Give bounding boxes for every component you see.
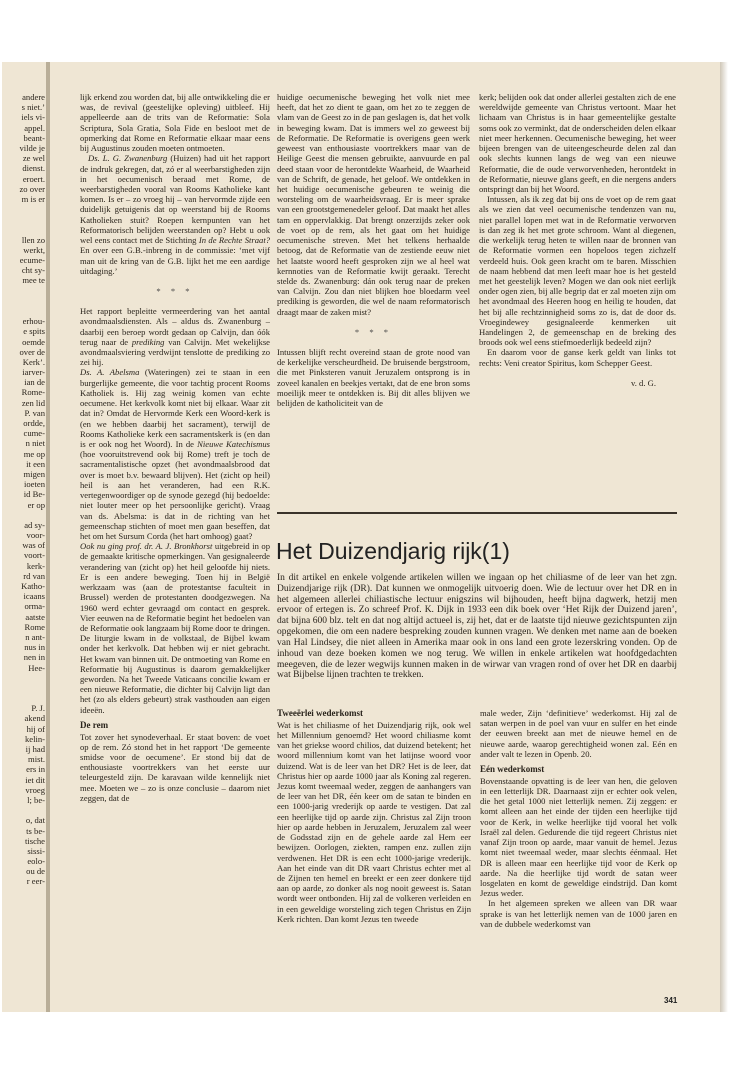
edge-line	[3, 673, 45, 683]
column-5	[480, 708, 677, 996]
subheading: Eén wederkomst	[480, 764, 545, 775]
section-divider: * * *	[354, 326, 393, 337]
edge-line: o, dat	[25, 815, 45, 826]
edge-line: l; be-	[27, 794, 45, 805]
paragraph	[80, 367, 270, 541]
paragraph	[80, 153, 270, 276]
column-2	[277, 92, 470, 507]
edge-line: iels vi-	[21, 112, 45, 123]
edge-line: e spits	[23, 326, 45, 337]
edge-line: eroert.	[22, 173, 45, 184]
edge-line: mee te	[22, 275, 45, 286]
title-reference: In de Rechte Straat?	[198, 235, 270, 246]
edge-line: ze wel	[22, 153, 45, 164]
edge-line: rd van	[23, 570, 45, 581]
edge-line: kelin-	[24, 733, 45, 744]
author-signature: v. d. G.	[631, 377, 656, 388]
edge-line: oemde	[22, 336, 45, 347]
edge-line	[3, 306, 45, 316]
edge-line: iarver-	[22, 367, 45, 378]
edge-line: icaans	[23, 591, 45, 602]
paragraph: Intussen blijft recht overeind staan de grote nood van de kerkelijke verscheurdheid. De bruisende bergstroom, die met Pinksteren vanuit Jeruzalem ontsprong is in zoveel kanalen en beekjes vertakt, dat de ene bron soms moeilijk meer te ontdekken is. Bij dit alles blijven we belijden de katholiciteit van de	[277, 347, 470, 409]
edge-line	[3, 286, 45, 296]
edge-line	[3, 296, 45, 306]
edge-line: ioeten	[24, 479, 45, 490]
edge-line: eolo-	[27, 856, 45, 867]
paragraph-text: (hoe vooruitstrevend ook bij Rome) treft je toch de sacramentalistische opzet (het avondmaalsbrood dat over is moet b.v. bewaard blijven). Het (zicht op heil) heil is aan het veranderen, had een R.K. vertegenwoordiger op de synode gezegd (hij bedoelde: niet louter meer op het persoonlijke gericht). Vraag van ds. Abelsma: is dat in de richting van het gemeenschap stichten of moet men gaan beseffen, dat het om het Sursum Corda (het hart omhoog) gaat?	[80, 449, 270, 541]
edge-line: m is er	[21, 193, 45, 204]
edge-line: hij of	[26, 723, 45, 734]
edge-line: iet dit	[25, 774, 45, 785]
paragraph: En daarom voor de ganse kerk geldt van links tot rechts: Veni creator Spiritus, kom Schepper Geest.	[479, 347, 676, 368]
paragraph: lijk erkend zou worden dat, bij alle ontwikkeling die er was, de revival (geestelijke opleving) uitbleef. Hij appelleerde aan de trits van de Reformatie: Sola Scriptura, Sola Gratia, Sola Fide en besloot met de opmerking dat Rome en Reformatie elkaar maar eens bij Augustinus zouden moeten ontmoeten.	[80, 92, 270, 154]
edge-line: kerk-	[26, 560, 45, 571]
paragraph: In het algemeen spreken we alleen van DR waar sprake is van het letterlijk nemen van de 1000 jaren en van de dubbele wederkomst van	[480, 898, 677, 929]
edge-line: id Be-	[23, 489, 45, 500]
edge-line: tische	[24, 835, 45, 846]
column-1	[80, 92, 270, 992]
edge-line: ordde,	[23, 418, 45, 428]
edge-line: over de	[19, 346, 45, 357]
edge-line: zen lid	[21, 397, 45, 408]
paragraph: Wat is het chiliasme of het Duizendjarig rijk, ook wel het Millennium genoemd? Het woord chiliasme komt van het griekse woord chilios, dat duizend betekent; het woord millennium komt van het latijnse woord voor duizend. Wat is de leer van het DR? Het is de leer, dat Christus hier op aarde 1000 jaar als Koning zal regeren. Jezus komt tweemaal weder, zeggen de aanhangers van de leer van het DR, één keer om de satan te binden en een 1000-jarig vrederijk op aarde te vestigen. Dat zal een heerlijke tijd op aarde zijn. Christus zal Zijn troon hier op aarde hebben in Jeruzalem, Jeruzalem zal weer de Godsstad zijn en de gehele aarde zal Hem eer bewijzen. Oorlogen, ziekten, rampen enz. zullen zijn verdwenen. Het DR is een echt 1000-jarige vrederijk. Aan het einde van dit DR vaart Christus echter met al de Zijnen ten hemel en breekt er een zeer donkere tijd aan op aarde, zo donker als nog nooit geweest is. Satan wordt weer ontbonden. Hij zal de volkeren verleiden en in een geweldige worsteling zich tegen Christus en Zijn Kerk richten. Dan komt Jezus ten tweede	[277, 719, 471, 924]
paragraph: male weder, Zijn ‘definitieve’ wederkomst. Hij zal de satan werpen in de poel van vuur en sulfer en het einde der eeuwen breekt aan met de nieuwe hemel en de nieuwe aarde, waarop gerechtigheid wonen zal. Eén en ander valt te lezen in Openb. 20.	[480, 708, 677, 759]
column-3	[479, 92, 676, 487]
edge-line: Rome	[24, 621, 45, 632]
edge-line: nus in	[24, 642, 45, 653]
edge-line: was of	[22, 540, 45, 551]
edge-line: cume-	[23, 428, 45, 439]
edge-line: P. J.	[31, 703, 45, 714]
edge-line: dienst.	[22, 163, 45, 174]
page-gutter	[46, 62, 50, 1012]
paragraph-text: En over een G.B.-inbreng in de commissie: ‘met vijf man uit de kring van de G.B. lijkt het me een aardige uitdaging.’	[80, 245, 270, 276]
edge-line	[3, 214, 45, 224]
speaker-name: Ds. L. G. Zwanenburg	[88, 153, 168, 164]
edge-line: ian de	[24, 377, 45, 388]
speaker-name: Ds. A. Abelsma	[80, 367, 140, 378]
edge-line: zo over	[19, 183, 45, 194]
paragraph-text: (Wateringen) zei te staan in een burgerlijke gemeente, die voor tachtig procent Rooms Katholiek is. Hij zag weinig komen van echte oecumene. Het kerkvolk komt niet bij elkaar. Waar zit dat in? Omdat de Hervormde Kerk een Woord-kerk is (en we hebben daarbij het sacrament), terwijl de Rooms Katholieke kerk een sacramentskerk is (en dan is er ook nog het Woord). In de	[80, 367, 270, 449]
edge-line: akend	[24, 713, 45, 724]
section-divider: * * *	[156, 285, 194, 296]
paragraph-text: uitgebreid in op de gemaakte kritische opmerkingen. Van gesignaleerde verandering van (zicht op) het heil geloofde hij niets. Er is een andere beweging. Toen hij in België werkzaam was (aan de protestantse faculteit in Brussel) werden de protestanten doodgezwegen. Na 1960 werd echter gevraagd om contact en gesprek. Vier eeuwen na de Reformatie begint het bedoelen van de Reformatie ook langzaam bij Rome door te dringen. De liturgie kwam in de volkstaal, de Bijbel kwam onder het kerkvolk. Dat hebben wij er niet gebracht. Het kwam van binnen uit. De ontmoeting van Rome en Reformatie bij Augustinus is daarom gemakkelijker geworden. Na het Tweede Vaticaans concilie kwam er een nieuwe Reformatie, die dichter bij Calvijn ligt dan het (zo als elders gebeurt) strak vasthouden aan eigen ideeën.	[80, 541, 270, 715]
edge-line	[3, 683, 45, 693]
paragraph: In dit artikel en enkele volgende artikelen willen we ingaan op het chiliasme of de leer van het zgn. Duizendjarige rijk (DR). Dat kunnen we onmogelijk uitvoerig doen. Wie de lectuur over het DR en in het algemeen allerlei chiliastische lectuur enigszins wil bijhouden, heeft bijna dagwerk, hetzij men ervoor of ertegen is. Zo schreef Prof. K. Dijk in 1933 een dik boek over ‘Het Rijk der Duizend jaren’, dat bijna 600 blz. telt en dat nog altijd actueel is, zij het, dat er de laatste tijd nieuwe gezichtspunten zijn opgekomen, die om een nadere bespreking zouden kunnen vragen. We denken met name aan de boeken van Hal Lindsey, die niet alleen in Amerika maar ook in ons land een grote lezerskring vonden. Op de inhoud van deze boeken komen we nog terug. We willen in enkele artikelen wat hoofdgedachten meegeven, die de lezer wegwijs kunnen maken in de wirwar van vragen rond of over het DR en daarbij wat Bijbelse lijnen trachten te trekken.	[277, 573, 677, 681]
edge-line: me op	[23, 448, 45, 459]
edge-line: sissi-	[27, 845, 45, 856]
edge-line: ad sy-	[24, 519, 45, 530]
edge-line: er op	[27, 499, 45, 510]
paragraph: Tot zover het synodeverhaal. Er staat boven: de voet op de rem. Zó stond het in het rapport ‘De gemeente smidse voor de oecumene’. Er stond bij dat de enthousiaste voortrekkers van het eerste uur teleurgesteld zijn. De karavaan wilde kennelijk niet mee. Moeten we – zo is onze conclusie – daarom niet zeggen, dat de	[80, 731, 270, 803]
article-title: Het Duizendjarig rijk(1)	[276, 538, 510, 564]
edge-line: beant-	[23, 132, 45, 143]
edge-line: s niet.’	[21, 102, 45, 113]
edge-line: ers in	[26, 764, 45, 775]
paragraph-text: (Huizen) had uit het rapport de indruk gekregen, dat, zó er al weerbarstigheden zijn in het oecumenisch beraad met Rome, de weerbarstigheden vooral van Rooms Katholieke kant komen. Is er – zo vroeg hij – van hervormde zijde een duidelijk getuigenis dat op weerstand bij de Rooms Katholieken stuit? Roepen kernpunten van het Reformatorisch belijden weerstanden op? Hebt u ook wel eens contact met de Stichting	[80, 153, 270, 246]
paragraph: kerk; belijden ook dat onder allerlei gestalten zich de ene wereldwijde gemeente van Christus vertoont. Maar het lichaam van Christus is in haar gemeentelijke gestalte soms ook zo verminkt, dat de onderscheiden delen elkaar niet meer herkennen. Oecumenische beweging, het weer bijeen brengen van de uiteengescheurde delen zal dan ook slechts kunnen langs de weg van een nieuwe Reformatie, die de oude verworvenheden, herontdekt in de Reformatie, nieuwe glans geeft, en die nergens anders ontspringt dan bij het Woord.	[479, 92, 676, 194]
edge-line: vilde je	[19, 142, 45, 153]
edge-line: voor-	[26, 530, 45, 541]
subheading: De rem	[80, 719, 109, 730]
edge-line: ou de	[26, 866, 45, 877]
edge-line: it een	[26, 458, 45, 469]
page-number: 341	[664, 996, 678, 1005]
edge-line: ecume-	[19, 255, 45, 265]
paragraph: Intussen, als ik zeg dat bij ons de voet op de rem gaat als we zien dat veel oecumenische tendenzen van nu, niet parallel lopen met wat in de Reformatie verworven is dan zeg ik het met grote schroom. Want al diegenen, die werkelijk terug heten te willen naar de bronnen van de Reformatie vormen een hopeloos tegen zichzelf verdeeld huis. Ook geen kracht om te baren. Misschien de naam hebbend dat men leeft maar hoe is het gesteld met het geestelijk leven? Mogen we dan ook niet eerlijk onder ogen zien, bij alle begrip dat er zal moeten zijn om het avondmaal des Heeren hoog en heilig te houden, dat het bij alle rechtzinnigheid soms zo is, dat de door ds. Vroegindewey gesignaleerde kenmerken uit Handelingen 2, de gemeenschap en de breking des broods ook wel eens stiefmoederlijk bedeeld zijn?	[479, 194, 676, 348]
edge-line: andere	[22, 92, 45, 102]
paragraph: Bovenstaande opvatting is de leer van hen, die geloven in een letterlijk DR. Daarnaast zijn er echter ook velen, die het getal 1000 niet letterlijk nemen. Zij zeggen: er komt alleen aan het einde der tijden een heerlijke tijd voor de Kerk, in welke heerlijke tijd vooral het volk Israël zal delen. Gedurende die tijd regeert Christus niet vanaf Zijn troon op aarde, maar vanuit de hemel. Jezus komt niet tweemaal weder, maar slechts éénmaal. Het DR is alleen maar een heerlijke tijd voor de Kerk op aarde. Na die heerlijke tijd wordt de satan weer losgelaten en komt de geweldige eindstrijd. Dan komt Jezus weder.	[480, 775, 677, 899]
emphasis: prediking	[131, 336, 165, 347]
edge-line: ts be-	[26, 825, 45, 836]
edge-line: r eer-	[26, 876, 45, 887]
edge-line: Hee-	[28, 662, 45, 673]
edge-line: P. van	[24, 407, 45, 418]
edge-line	[3, 224, 45, 234]
speaker-name: Ook nu ging prof. dr. A. J. Bronkhorst	[80, 541, 213, 552]
edge-line: n niet	[25, 438, 45, 449]
edge-line: Rome-	[21, 387, 45, 398]
edge-line: voort-	[23, 550, 45, 561]
article-intro	[277, 573, 677, 701]
paragraph: huidige oecumenische beweging het volk niet mee heeft, dat het zo dient te gaan, om het zo te zeggen de vlam van de Geest zo in de pan geslagen is, dat het volk in beweging kwam. Dat is immers wel zo geweest bij de Reformatie. De Reformatie is overigens geen werk geweest van enthousiaste voortrekkers maar van de Heilige Geest die mensen gebruikte, aanvuurde en pal deed staan voor de herontdekte Waarheid, de Waarheid van de Schrift, de genade, het geloof. We ontdekken in het huidige oecumenische gebeuren te weinig die worsteling om de waarheidsvraag. Er is meer sprake van een grootstgemenedeler geloof. Dat maakt het alles tam en oppervlakkig. Dat brengt onzerzijds zeker ook de voet op de rem, als het gaat om het huidige oecumenische streven. Met het telkens herhaalde betoog, dat de Reformatie van de zestiende eeuw niet het laatste woord heeft gesproken zijn we al heel wat kernnoties van de Reformatie kwijt geraakt. Terecht stelde ds. Zwanenburg: dán ook terug naar de preken van Calvijn. Zou dan niet blijken hoe bloedarm veel prediking is geworden, die wel de naam reformatorisch draagt maar de zaken mist?	[277, 92, 470, 317]
edge-line	[3, 805, 45, 815]
edge-line	[3, 510, 45, 520]
edge-line: orma-	[24, 601, 45, 612]
edge-line: Katho-	[21, 581, 45, 591]
paragraph	[80, 306, 270, 367]
title-reference: Nieuwe Katechismus	[197, 439, 270, 449]
column-4	[277, 708, 471, 996]
paragraph-text: van Calvijn. Met wekelijkse avondmaalsviering verdwijnt tenslotte de prediking zo zei hij.	[80, 336, 270, 368]
left-page-edge-text	[3, 92, 45, 887]
edge-line: cht sy-	[21, 265, 45, 276]
edge-line	[3, 693, 45, 703]
scan-edge-shadow	[720, 62, 728, 1012]
edge-line: nen in	[23, 652, 45, 663]
edge-line: appel.	[24, 122, 45, 133]
edge-line: n ant-	[25, 631, 45, 642]
edge-line: werkt,	[23, 244, 45, 255]
edge-line: llen zo	[21, 234, 45, 245]
edge-line: migen	[23, 468, 45, 479]
edge-line: mist.	[28, 754, 45, 765]
article-divider-rule	[277, 512, 677, 514]
edge-line: erhou-	[22, 316, 45, 327]
paragraph-text: Het rapport bepleitte vermeerdering van het aantal avondmaalsdiensten. Als – aldus ds. Zwanenburg – daarbij een beroep wordt gedaan op Calvijn, dan óók terug naar de	[80, 306, 270, 347]
edge-line	[3, 204, 45, 214]
edge-line: Kerk’.	[22, 356, 45, 367]
edge-line: aatste	[25, 611, 45, 622]
edge-line: ij had	[25, 744, 45, 754]
edge-line: vroeg	[25, 784, 45, 795]
paragraph	[80, 541, 270, 715]
subheading: Tweeërlei wederkomst	[277, 708, 364, 718]
